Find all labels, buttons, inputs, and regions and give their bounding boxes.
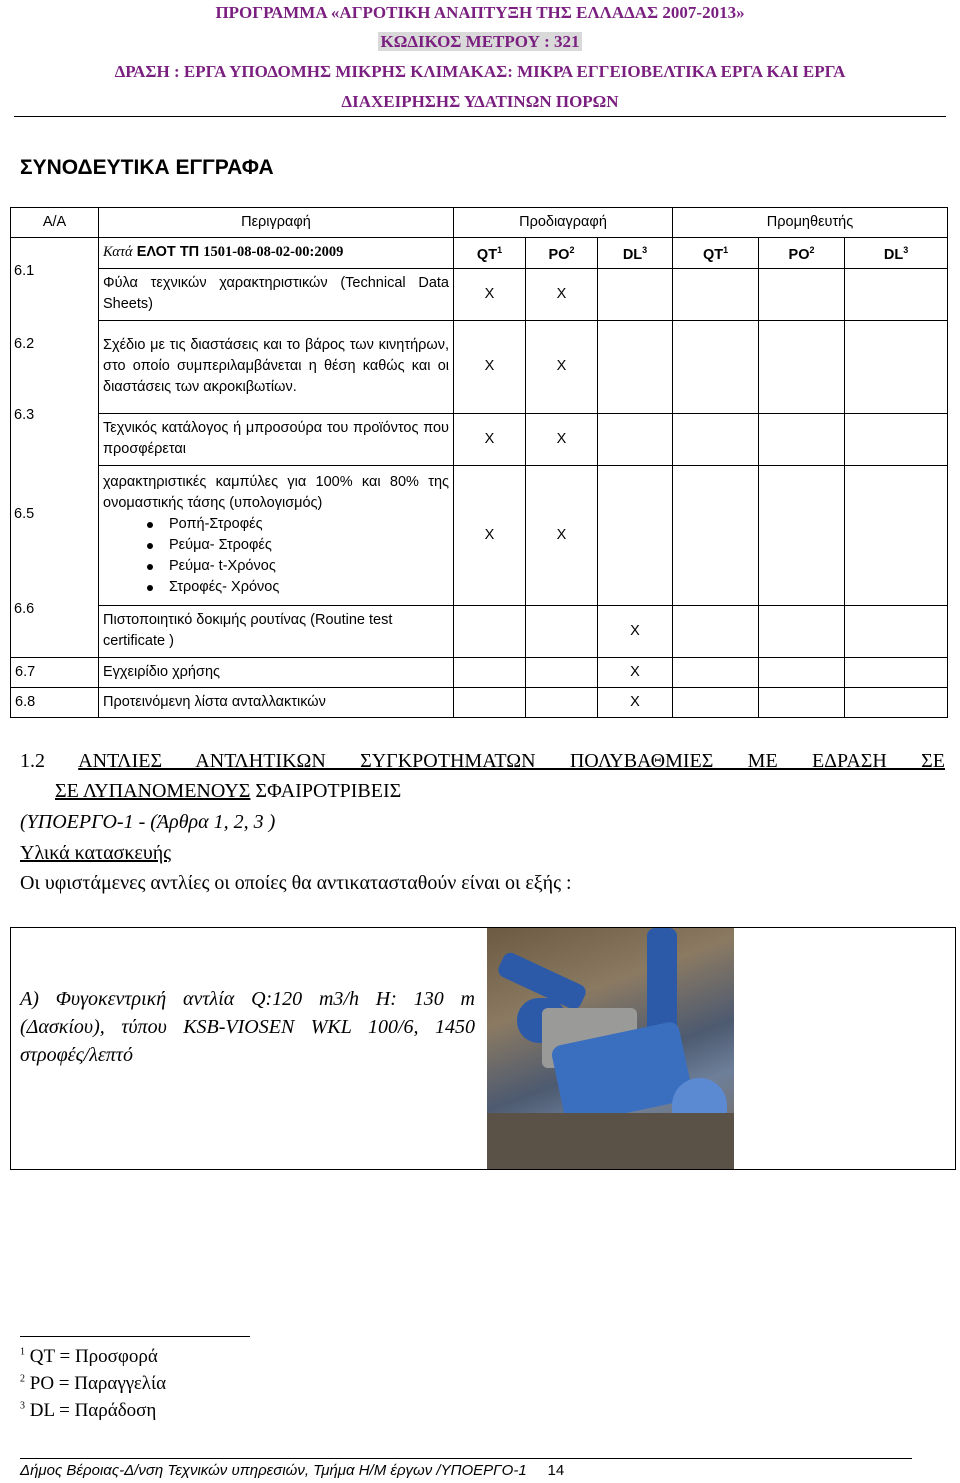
curve-list xyxy=(103,514,449,598)
sub-qt: $QT^1$ xyxy=(454,238,526,269)
mark-dl: X xyxy=(598,687,673,717)
list-item: Στροφές- Χρόνος xyxy=(147,577,449,598)
mark-dl xyxy=(598,465,673,605)
table-row xyxy=(11,657,948,687)
row-description: Τεχνικός κατάλογος ή μπροσούρα του προϊόντος που προσφέρεται xyxy=(99,413,454,465)
row-description: Πιστοποιητικό δοκιμής ρουτίνας (Routine test certificate ) xyxy=(99,605,454,657)
page-footer: Δήμος Βέροιας-Δ/νση Τεχνικών υπηρεσιών, Τμήμα Η/Μ έργων /ΥΠΟΕΡΓΟ-1 14 xyxy=(20,1462,565,1479)
section-title: ΣΥΝΟΔΕΥΤΙΚΑ ΕΓΓΡΑΦΑ xyxy=(20,156,274,179)
row-id: 6.2 xyxy=(14,336,35,352)
sub-qt-supplier: $QT^1$ xyxy=(673,238,759,269)
sub-po: $PO^2$ xyxy=(526,238,598,269)
footnote-divider xyxy=(20,1336,250,1337)
mark-qt: X xyxy=(454,320,526,413)
section-heading: 1.2 ΑΝΤΛΙΕΣ ΑΝΤΛΗΤΙΚΩΝ ΣΥΓΚΡΟΤΗΜΑΤΩΝ ΠΟΛΥΒΑΘΜΙΕΣ ΜΕ ΕΔΡΑΣΗ ΣΕ xyxy=(20,750,945,772)
mark-qt xyxy=(454,605,526,657)
materials-heading: Υλικά κατασκευής xyxy=(20,842,172,864)
col-aa: Α/Α xyxy=(11,208,99,238)
mark-po: X xyxy=(526,413,598,465)
mark-qt: X xyxy=(454,465,526,605)
table-header-row xyxy=(11,208,948,238)
footnote: $^3$ DL = Παράδοση xyxy=(20,1400,157,1421)
footnote: $^1$ QT = Προσφορά xyxy=(20,1346,158,1367)
row-description: Σχέδιο με τις διαστάσεις και το βάρος των κινητήρων, στο οποίο συμπεριλαμβάνεται η θέση καθώς και οι διαστάσεις των ακροκιβωτίων. xyxy=(99,320,454,413)
sub-dl: $DL^3$ xyxy=(598,238,673,269)
mark-qt: X xyxy=(454,413,526,465)
header-divider xyxy=(14,116,946,117)
col-description: Περιγραφή xyxy=(99,208,454,238)
mark-po: X xyxy=(526,465,598,605)
row-id: 6.5 xyxy=(14,506,35,522)
row-description: Εγχειρίδιο χρήσης xyxy=(99,657,454,687)
table-row xyxy=(11,605,948,657)
mark-po xyxy=(526,605,598,657)
mark-dl: X xyxy=(598,657,673,687)
col-specification: Προδιαγραφή xyxy=(454,208,673,238)
mark-dl xyxy=(598,268,673,320)
row-id: 6.7 xyxy=(11,657,99,687)
table-row xyxy=(11,687,948,717)
sub-dl-supplier: $DL^3$ xyxy=(845,238,948,269)
row-description: Προτεινόμενη λίστα ανταλλακτικών xyxy=(99,687,454,717)
page-number: 14 xyxy=(547,1462,565,1479)
mark-dl xyxy=(598,320,673,413)
row-description: χαρακτηριστικές καμπύλες για 100% και 80% της ονομαστικής τάσης (υπολογισμός) Ροπή-Στροφές Ρεύμα- Στροφές Ρεύμα- t-Χρόνος Στροφές- Χρόνος xyxy=(99,465,454,605)
mark-dl xyxy=(598,413,673,465)
mark-po: X xyxy=(526,268,598,320)
measure-code: ΚΩΔΙΚΟΣ ΜΕΤΡΟΥ : 321 xyxy=(380,32,580,51)
id-column xyxy=(11,238,99,658)
table-subheader-row xyxy=(11,238,948,269)
mark-dl: X xyxy=(598,605,673,657)
documents-table xyxy=(10,207,948,718)
mark-po: X xyxy=(526,320,598,413)
section-heading-cont: ΣΕ ΛΥΠΑΝΟΜΕΝΟΥΣ ΣΦΑΙΡΟΤΡΙΒΕΙΣ xyxy=(55,780,402,802)
row-id: 6.3 xyxy=(14,407,35,423)
pump-photo xyxy=(487,928,734,1169)
list-item: Ρεύμα- Στροφές xyxy=(147,535,449,556)
subheader-standard: Κατά ΕΛΟΤ ΤΠ 1501-08-08-02-00:2009 xyxy=(99,238,454,269)
table-row xyxy=(11,268,948,320)
pump-description: Α) Φυγοκεντρική αντλία Q:120 m3/h H: 130 m (Δασκίου), τύπου KSB-VIOSEN WKL 100/6, 1450 στροφές/λεπτό xyxy=(20,988,475,1066)
table-row xyxy=(11,413,948,465)
row-id: 6.8 xyxy=(11,687,99,717)
col-supplier: Προμηθευτής xyxy=(673,208,948,238)
mark-qt: X xyxy=(454,268,526,320)
table-row xyxy=(11,465,948,605)
list-item: Ροπή-Στροφές xyxy=(147,514,449,535)
intro-text: Οι υφιστάμενες αντλίες οι οποίες θα αντικατασταθούν είναι οι εξής : xyxy=(20,872,572,894)
footer-divider xyxy=(20,1458,912,1459)
program-title: ΠΡΟΓΡΑΜΜΑ «ΑΓΡΟΤΙΚΗ ΑΝΑΠΤΥΞΗ ΤΗΣ ΕΛΛΑΔΑΣ 2007-2013» xyxy=(215,3,745,22)
subproject-label: (ΥΠΟΕΡΓΟ-1 - (Άρθρα 1, 2, 3 ) xyxy=(20,811,276,833)
row-id: 6.6 xyxy=(14,601,35,617)
action-title-cont: ΔΙΑΧΕΙΡΗΣΗΣ ΥΔΑΤΙΝΩΝ ΠΟΡΩΝ xyxy=(341,92,619,111)
table-row xyxy=(11,320,948,413)
list-item: Ρεύμα- t-Χρόνος xyxy=(147,556,449,577)
row-id: 6.1 xyxy=(14,263,35,279)
row-description: Φύλα τεχνικών χαρακτηριστικών (Technical Data Sheets) xyxy=(99,268,454,320)
footnote: $^2$ PO = Παραγγελία xyxy=(20,1373,167,1394)
action-title: ΔΡΑΣΗ : ΕΡΓΑ ΥΠΟΔΟΜΗΣ ΜΙΚΡΗΣ ΚΛΙΜΑΚΑΣ: ΜΙΚΡΑ ΕΓΓΕΙΟΒΕΛΤΙΚΑ ΕΡΓΑ ΚΑΙ ΕΡΓΑ xyxy=(114,62,846,81)
sub-po-supplier: $PO^2$ xyxy=(759,238,845,269)
